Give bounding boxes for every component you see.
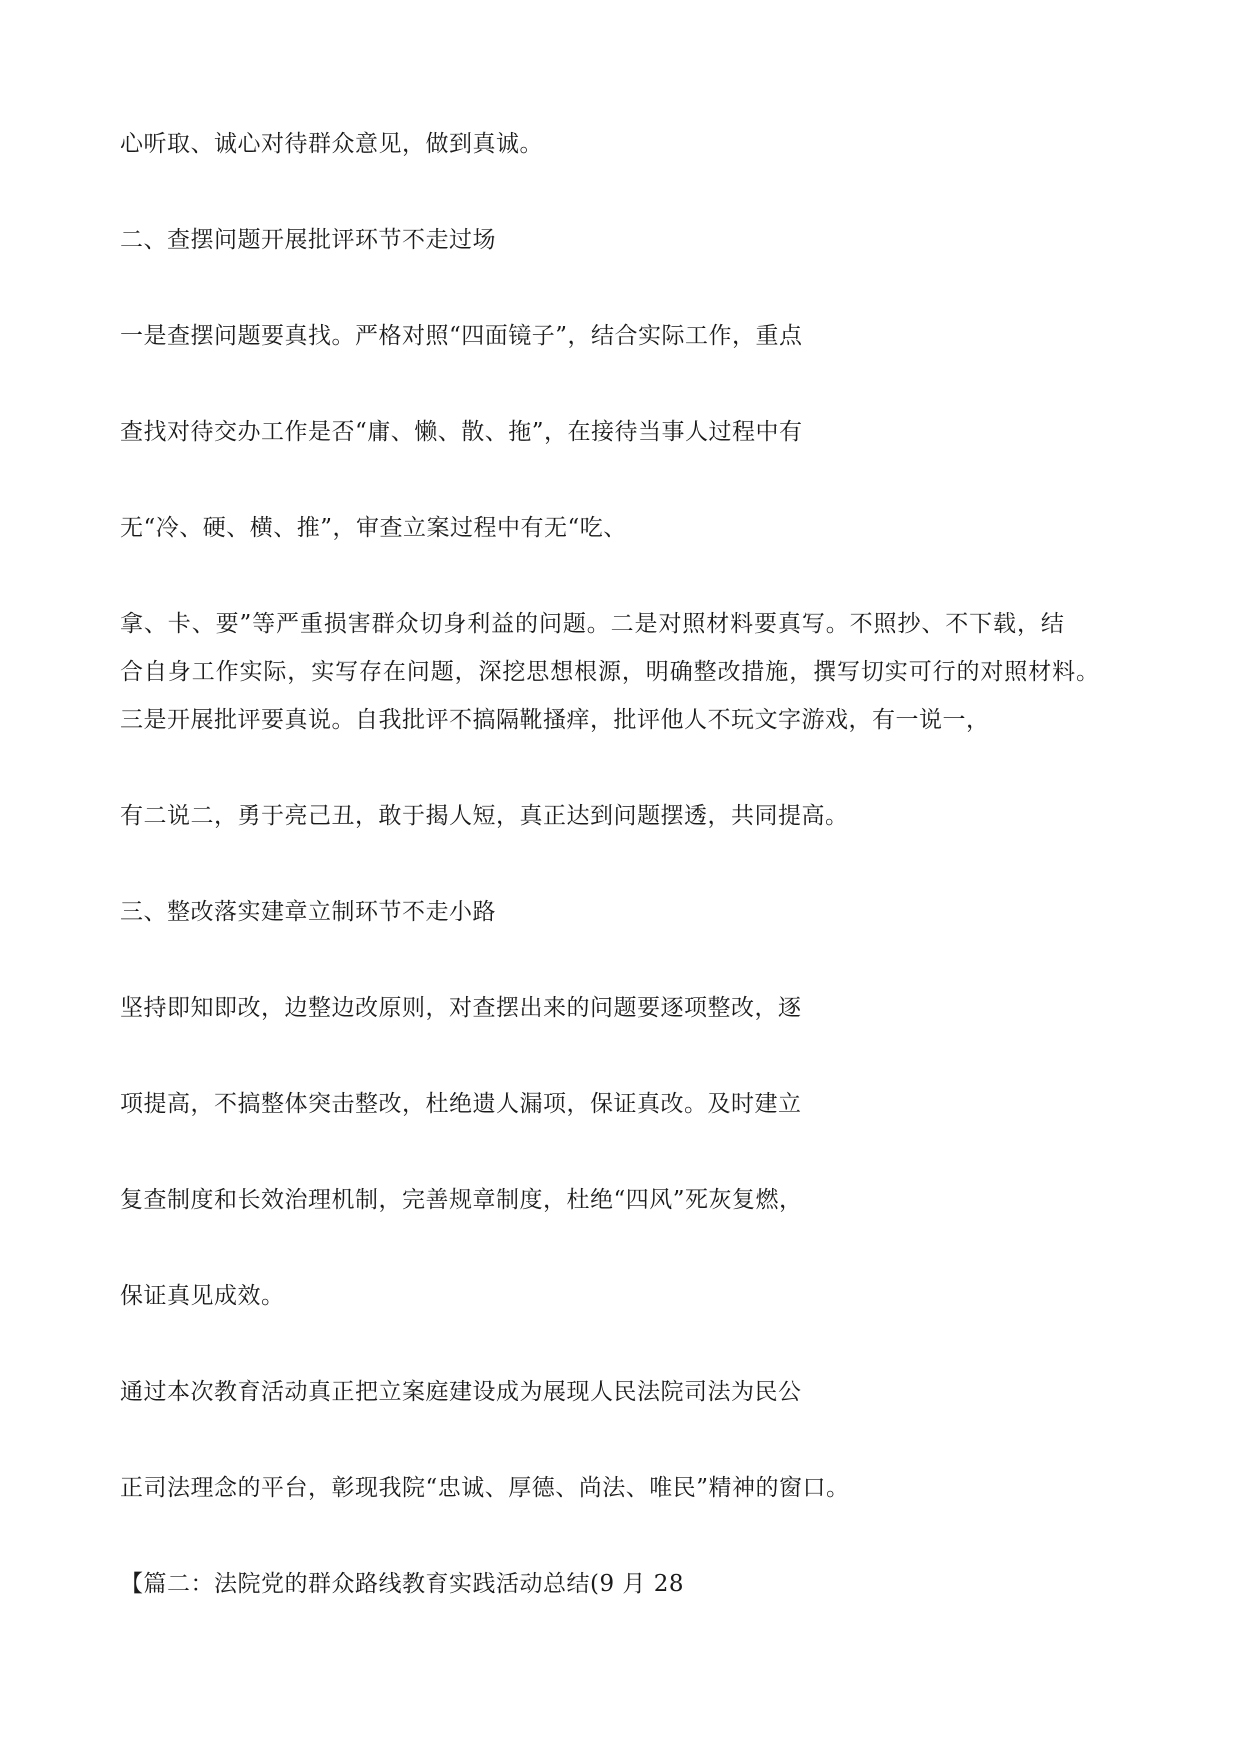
article-heading: 【篇二：法院党的群众路线教育实践活动总结(9 月 28: [120, 1571, 684, 1597]
section-heading: 二、查摆问题开展批评环节不走过场: [120, 227, 496, 253]
paragraph-line: 正司法理念的平台，彰现我院“忠诚、厚德、尚法、唯民”精神的窗口。: [120, 1475, 850, 1501]
paragraph-line: 查找对待交办工作是否“庸、懒、散、拖”，在接待当事人过程中有: [120, 419, 803, 445]
paragraph-line: 项提高，不搞整体突击整改，杜绝遗人漏项，保证真改。及时建立: [120, 1091, 802, 1117]
section-heading: 三、整改落实建章立制环节不走小路: [120, 899, 496, 925]
paragraph-line: 通过本次教育活动真正把立案庭建设成为展现人民法院司法为民公: [120, 1379, 802, 1405]
paragraph-line: 有二说二，勇于亮己丑，敢于揭人短，真正达到问题摆透，共同提高。: [120, 803, 849, 829]
paragraph-line: 无“冷、硬、横、推”，审查立案过程中有无“吃、: [120, 515, 627, 541]
paragraph-line: 一是查摆问题要真找。严格对照“四面镜子”，结合实际工作，重点: [120, 323, 803, 349]
paragraph-line: 合自身工作实际，实写存在问题，深挖思想根源，明确整改措施，撰写切实可行的对照材料。: [120, 659, 1100, 685]
paragraph-line: 心听取、诚心对待群众意见，做到真诚。: [120, 131, 543, 157]
paragraph-line: 保证真见成效。: [120, 1283, 285, 1309]
paragraph-line: 三是开展批评要真说。自我批评不搞隔靴搔痒，批评他人不玩文字游戏，有一说一，: [120, 707, 990, 733]
paragraph-line: 复查制度和长效治理机制，完善规章制度，杜绝“四风”死灰复燃，: [120, 1187, 803, 1213]
paragraph-line: 拿、卡、要”等严重损害群众切身利益的问题。二是对照材料要真写。不照抄、不下载，结: [120, 611, 1065, 637]
paragraph-line: 坚持即知即改，边整边改原则，对查摆出来的问题要逐项整改，逐: [120, 995, 802, 1021]
